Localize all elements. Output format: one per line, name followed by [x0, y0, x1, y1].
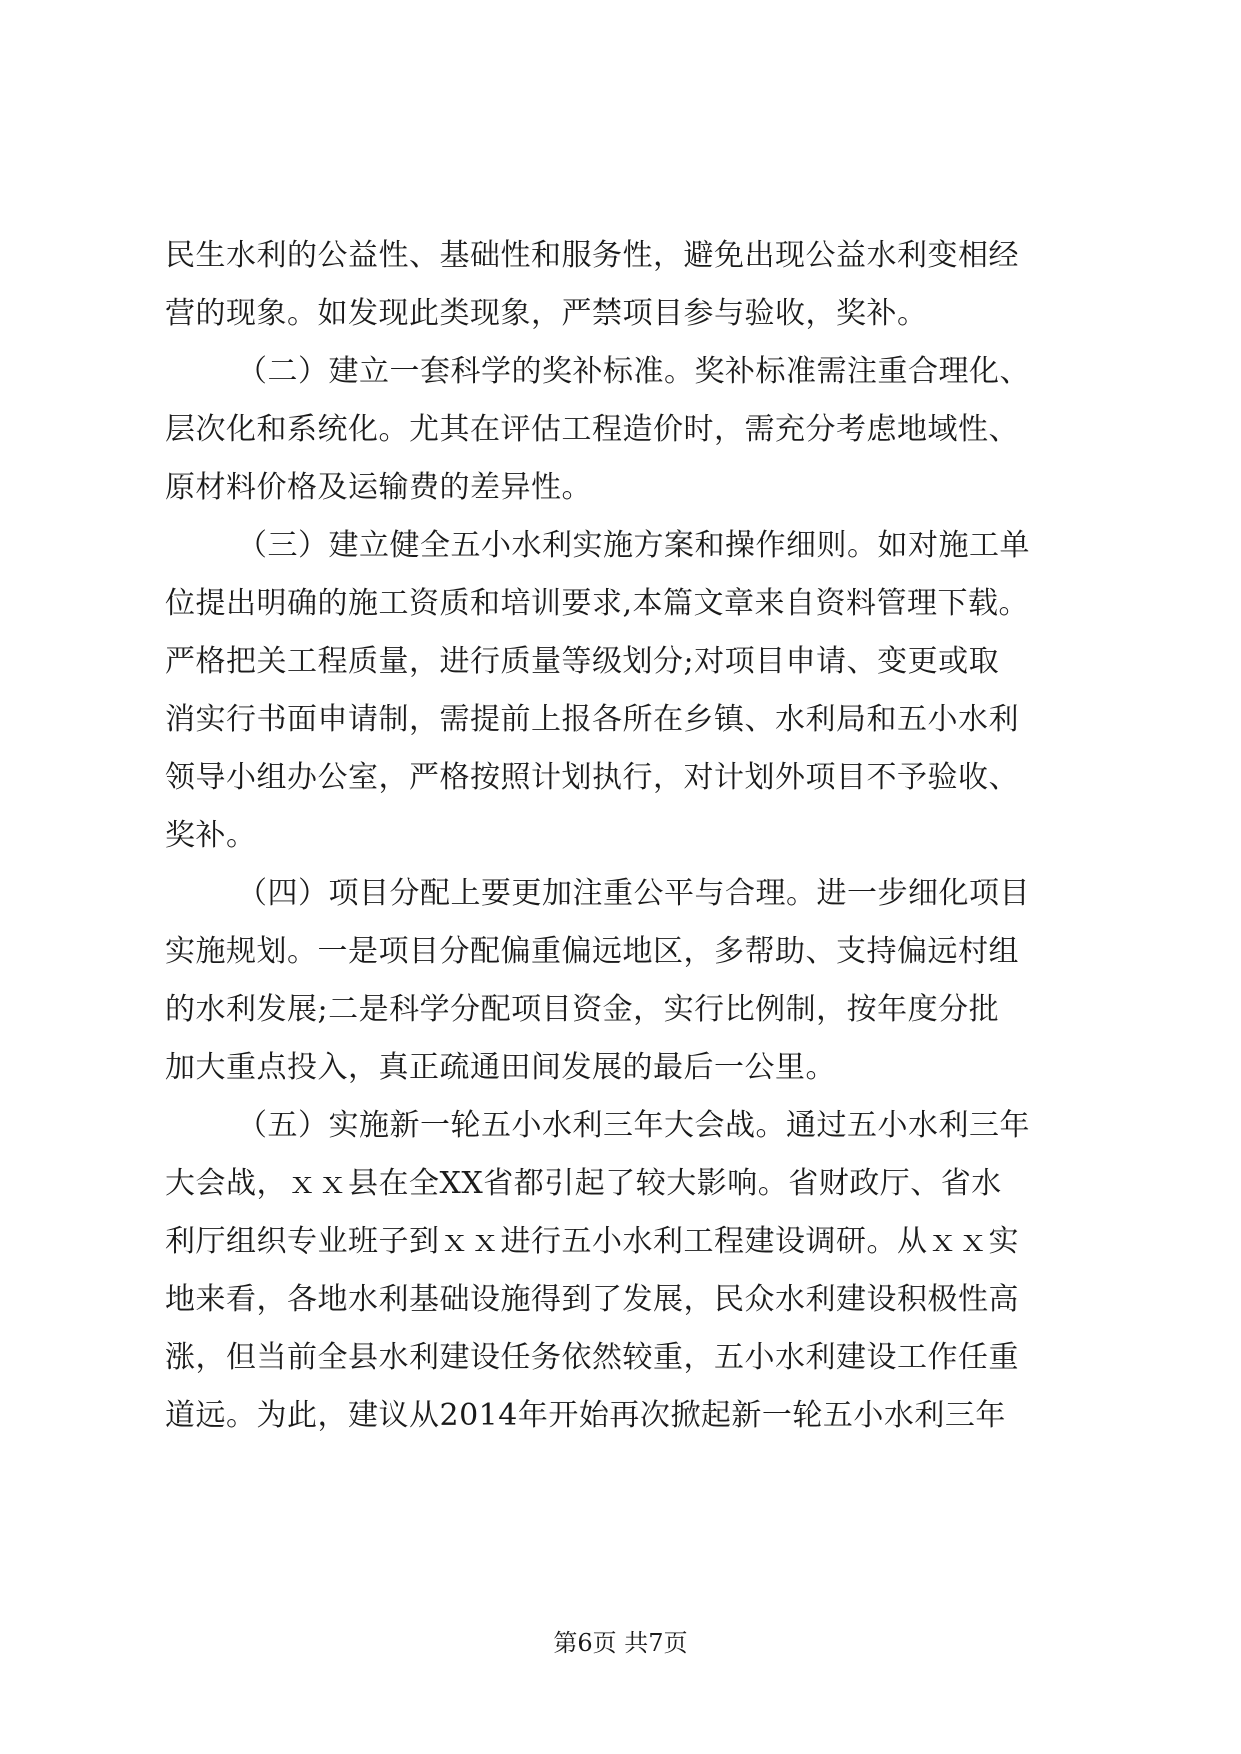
text-line: 大会战，ｘｘ县在全XX省都引起了较大影响。省财政厅、省水: [165, 1166, 1002, 1201]
text-line: 实施规划。一是项目分配偏重偏远地区，多帮助、支持偏远村组: [165, 934, 1019, 969]
text-line: 道远。为此，建议从2014年开始再次掀起新一轮五小水利三年: [165, 1398, 1006, 1433]
text-line: 领导小组办公室，严格按照计划执行，对计划外项目不予验收、: [165, 760, 1019, 795]
page-number-footer: 第6页 共7页: [553, 1629, 688, 1657]
text-line: （三）建立健全五小水利实施方案和操作细则。如对施工单: [237, 528, 1030, 563]
text-line: 严格把关工程质量，进行质量等级划分;对项目申请、变更或取: [165, 644, 1000, 679]
text-line: （五）实施新一轮五小水利三年大会战。通过五小水利三年: [237, 1108, 1030, 1143]
text-line: 加大重点投入，真正疏通田间发展的最后一公里。: [165, 1050, 836, 1085]
text-line: 涨，但当前全县水利建设任务依然较重，五小水利建设工作任重: [165, 1340, 1019, 1375]
text-line: 的水利发展;二是科学分配项目资金，实行比例制，按年度分批: [165, 992, 1000, 1027]
text-line: 地来看，各地水利基础设施得到了发展，民众水利建设积极性高: [165, 1282, 1019, 1317]
text-line: 位提出明确的施工资质和培训要求,本篇文章来自资料管理下载。: [165, 586, 1030, 621]
text-line: （四）项目分配上要更加注重公平与合理。进一步细化项目: [237, 876, 1030, 911]
text-line: （二）建立一套科学的奖补标准。奖补标准需注重合理化、: [237, 354, 1030, 389]
text-line: 消实行书面申请制，需提前上报各所在乡镇、水利局和五小水利: [165, 702, 1019, 737]
text-line: 利厅组织专业班子到ｘｘ进行五小水利工程建设调研。从ｘｘ实: [165, 1224, 1019, 1259]
text-line: 民生水利的公益性、基础性和服务性，避免出现公益水利变相经: [165, 238, 1019, 273]
text-line: 层次化和系统化。尤其在评估工程造价时，需充分考虑地域性、: [165, 412, 1019, 447]
text-line: 原材料价格及运输费的差异性。: [165, 470, 592, 505]
text-line: 营的现象。如发现此类现象，严禁项目参与验收，奖补。: [165, 296, 928, 331]
text-line: 奖补。: [165, 818, 257, 853]
